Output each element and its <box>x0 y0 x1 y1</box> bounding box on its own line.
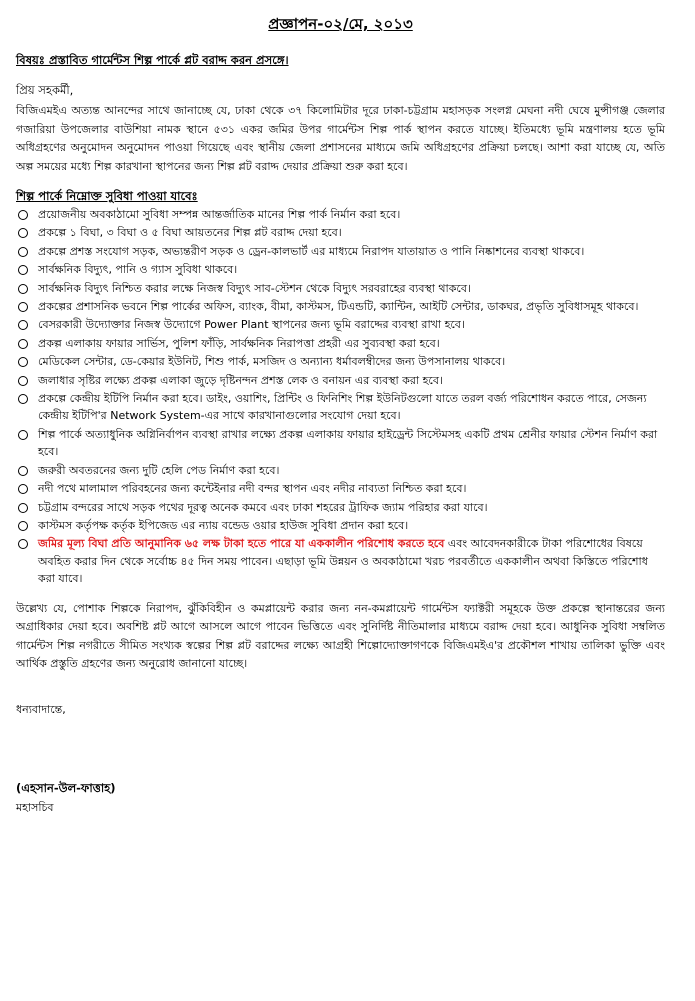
feature-item <box>16 261 665 278</box>
feature-text: প্রকল্পে প্রশস্ত সংযোগ সড়ক, অভ্যন্তরীণ সড়ক ও ড্রেন-কালভার্ট এর মাধ্যমে নিরাপদ যাতায়াত ও পানি নিষ্কাশনের ব্যবস্থা থাকবে। <box>38 244 585 258</box>
feature-item <box>16 426 665 461</box>
signatory-title: মহাসচিব <box>16 800 54 814</box>
bullet-circle-icon <box>18 466 28 476</box>
bullet-circle-icon <box>18 320 28 330</box>
subject-line: বিষয়ঃ প্রস্তাবিত গার্মেন্টস শিল্প পার্কে প্লট বরাদ্দ করন প্রসঙ্গে। <box>16 53 289 67</box>
feature-text: মেডিকেল সেন্টার, ডে-কেয়ার ইউনিট, শিশু পার্ক, মসজিদ ও অন্যান্য ধর্মাবলম্বীদের জন্য উপসানালয় থাকবে। <box>38 355 506 369</box>
feature-item <box>16 206 665 223</box>
feature-item <box>16 298 665 315</box>
bullet-circle-icon <box>18 521 28 531</box>
bullet-circle-icon <box>18 484 28 494</box>
bullet-circle-icon <box>18 357 28 367</box>
feature-text: শিল্প পার্কে অত্যাধুনিক অগ্নিনির্বাপন ব্যবস্থা রাখার লক্ষ্যে প্রকল্প এলাকায় ফায়ার হাইড্রেন্ট সিস্টেমসহ একটি প্রথম শ্রেনীর ফায়ার স্টেশন নির্মাণ করা হবে। <box>38 427 658 459</box>
feature-text: নদী পথে মালামাল পরিবহনের জন্য কন্টেইনার নদী বন্দর স্থাপন এবং নদীর নাব্যতা নিশ্চিত করা হবে। <box>38 482 467 496</box>
intro-paragraph: বিজিএমইএ অত্যন্ত আনন্দের সাথে জানাচ্ছে যে, ঢাকা থেকে ৩৭ কিলোমিটার দূরে ঢাকা-চট্টগ্রাম মহাসড়ক সংলগ্ন মেঘনা নদী ঘেষে মুন্সীগঞ্জ জেলার গজারিয়া উপজেলার বাউশিয়া নামক স্থানে ৫৩১ একর জমির উপর গার্মেন্টস শিল্প পার্ক স্থাপন করতে যাচ্ছে। ইতিমধ্যে ভূমি মন্ত্রণালয় হতে ভূমি অধিগ্রহণের অনুমোদন অনুমোদন পাওয়া গিয়েছে এবং স্থানীয় জেলা প্রশাসনের মাধ্যমে জমি অধিগ্রহণের প্রক্রিয়া চলছে। আশা করা যাচ্ছে যে, অতি অল্প সময়ের মধ্যে শিল্প কারখানা স্থাপনের জন্য শিল্প প্লট বরাদ্দ দেয়ার প্রক্রিয়া শুরু করা হবে। <box>16 104 665 173</box>
features-list <box>16 206 665 588</box>
bullet-circle-icon <box>18 339 28 349</box>
feature-text: বেসরকারী উদ্যোক্তার নিজস্ব উদ্যোগে Power Plant স্থাপনের জন্য ভূমি বরাদ্দের ব্যবস্থা রাখা হবে। <box>38 318 465 332</box>
feature-text: সার্বক্ষনিক বিদ্যুৎ, পানি ও গ্যাস সুবিধা থাকবে। <box>38 263 238 277</box>
bullet-circle-icon <box>18 430 28 440</box>
features-heading: শিল্প পার্কে নিম্নোক্ত সুবিধা পাওয়া যাবেঃ <box>16 189 198 203</box>
feature-text: প্রকল্পের প্রশাসনিক ভবনে শিল্প পার্কের অফিস, ব্যাংক, বীমা, কাস্টমস, টিএন্ডটি, ক্যান্টিন, আইটি সেন্টার, ডাকঘর, প্রভৃতি সুবিধাসমূহ থাকবে। <box>38 300 639 314</box>
feature-text: প্রয়োজনীয় অবকাঠামো সুবিধা সম্পন্ন আন্তর্জাতিক মানের শিল্প পার্ক নির্মান করা হবে। <box>38 208 401 221</box>
price-highlight: জমির মূল্য বিঘা প্রতি আনুমানিক ৬৫ লক্ষ টাকা হতে পারে যা এককালীন পরিশোধ করতে হবে <box>38 537 445 551</box>
feature-item-price <box>16 535 665 587</box>
feature-text: কাস্টমস কর্তৃপক্ষ কর্তৃক ইপিজেড এর ন্যায় বন্ডেড ওয়ার হাউজ সুবিধা প্রদান করা হবে। <box>38 518 409 532</box>
bullet-circle-icon <box>18 247 28 257</box>
bullet-circle-icon <box>18 228 28 238</box>
bullet-circle-icon <box>18 394 28 404</box>
feature-item <box>16 316 665 333</box>
feature-item <box>16 280 665 297</box>
bullet-circle-icon <box>18 210 28 220</box>
bullet-circle-icon <box>18 503 28 513</box>
bullet-circle-icon <box>18 284 28 294</box>
bullet-circle-icon <box>18 539 28 549</box>
feature-item <box>16 372 665 389</box>
bullet-circle-icon <box>18 265 28 275</box>
price-details: এবং আবেদনকারীকে টাকা পরিশোধের বিষয়ে অবহিত করার দিন থেকে সর্বোচ্চ ৪৫ দিন সময় পাবেন। এছাড়া ভূমি উন্নয়ন ও অবকাঠামো খরচ পরবর্তীতে এককালীন অথবা কিস্তিতে পরিশোধ করা যাবে। <box>38 537 648 586</box>
feature-item <box>16 517 665 534</box>
bullet-circle-icon <box>18 302 28 312</box>
feature-item <box>16 224 665 241</box>
feature-text: জলাধার সৃষ্টির লক্ষ্যে প্রকল্প এলাকা জুড়ে দৃষ্টিনন্দন প্রশস্ত লেক ও বনায়ন এর ব্যবস্থা করা হবে। <box>38 373 443 387</box>
closing-paragraph: উল্লেখ্য যে, পোশাক শিল্পকে নিরাপদ, ঝুঁকিবিহীন ও কমপ্লায়েন্ট করার জন্য নন-কমপ্লায়েন্ট গার্মেন্টস ফ্যাক্টরী সমূহকে উক্ত প্রকল্পে স্থানান্তরের জন্য অগ্রাধিকার দেয়া হবে। অবশিষ্ট প্লট আগে আসলে আগে পাবেন ভিত্তিতে এবং সুনির্দিষ্ট নীতিমালার মাধ্যমে বরাদ্দ দেয়া হবে। আধুনিক সুবিধা সম্বলিত গার্মেন্টস শিল্প নগরীতে সীমিত সংখ্যক স্বল্পের শিল্প প্লট বরাদ্দের লক্ষ্যে আগ্রহী শিল্পোদ্যোক্তাগণকে বিজিএমইএ'র প্রকৌশল শাখায় তালিকা ভুক্তি এবং আর্থিক প্রস্তুতি গ্রহণের জন্য অনুরোধ জানানো যাচ্ছে। <box>16 601 665 671</box>
feature-item <box>16 480 665 497</box>
document-title: প্রজ্ঞাপন-০২/মে, ২০১৩ <box>268 15 413 33</box>
feature-text: প্রকল্পে ১ বিঘা, ৩ বিঘা ও ৫ বিঘা আয়তনের শিল্প প্লট বরাদ্দ দেয়া হবে। <box>38 226 342 240</box>
feature-item <box>16 335 665 352</box>
feature-text: প্রকল্পে কেন্দ্রীয় ইটিপি নির্মান করা হবে। ডাইং, ওয়াশিং, প্রিন্টিং ও ফিনিশিং শিল্প ইউনিটগুলো যাতে তরল বর্জ্য পরিশোধন করতে পারে, সেজন্য কেন্দ্রীয় ইটিপি'র Network System-এর সাথে কারখানাগুলোর সংযোগ দেয়া হবে। <box>38 392 647 423</box>
feature-item <box>16 390 665 425</box>
bullet-circle-icon <box>18 376 28 386</box>
feature-text: সার্বক্ষনিক বিদ্যুৎ নিশ্চিত করার লক্ষে নিজস্ব বিদ্যুৎ সাব-স্টেশন থেকে বিদ্যুৎ সরবরাহের ব্যবস্থা থাকবে। <box>38 281 471 295</box>
feature-text: প্রকল্প এলাকায় ফায়ার সার্ভিস, পুলিশ ফাঁড়ি, সার্বক্ষনিক নিরাপত্তা প্রহরী এর সুব্যবস্থা করা হবে। <box>38 336 440 350</box>
feature-item <box>16 353 665 370</box>
thanks-line: ধন্যবাদান্তে, <box>16 702 66 716</box>
feature-item <box>16 243 665 260</box>
salutation: প্রিয় সহকর্মী, <box>16 83 74 97</box>
signatory-name: (এহসান-উল-ফাত্তাহ) <box>16 780 116 795</box>
feature-item <box>16 462 665 479</box>
feature-text: জরুরী অবতরনের জন্য দুটি হেলি পেড নির্মাণ করা হবে। <box>38 463 280 477</box>
feature-text: চট্টগ্রাম বন্দরের সাথে সড়ক পথের দূরত্ব অনেক কমবে এবং ঢাকা শহরের ট্রাফিক জ্যাম পরিহার করা যাবে। <box>38 500 488 514</box>
feature-item <box>16 499 665 516</box>
